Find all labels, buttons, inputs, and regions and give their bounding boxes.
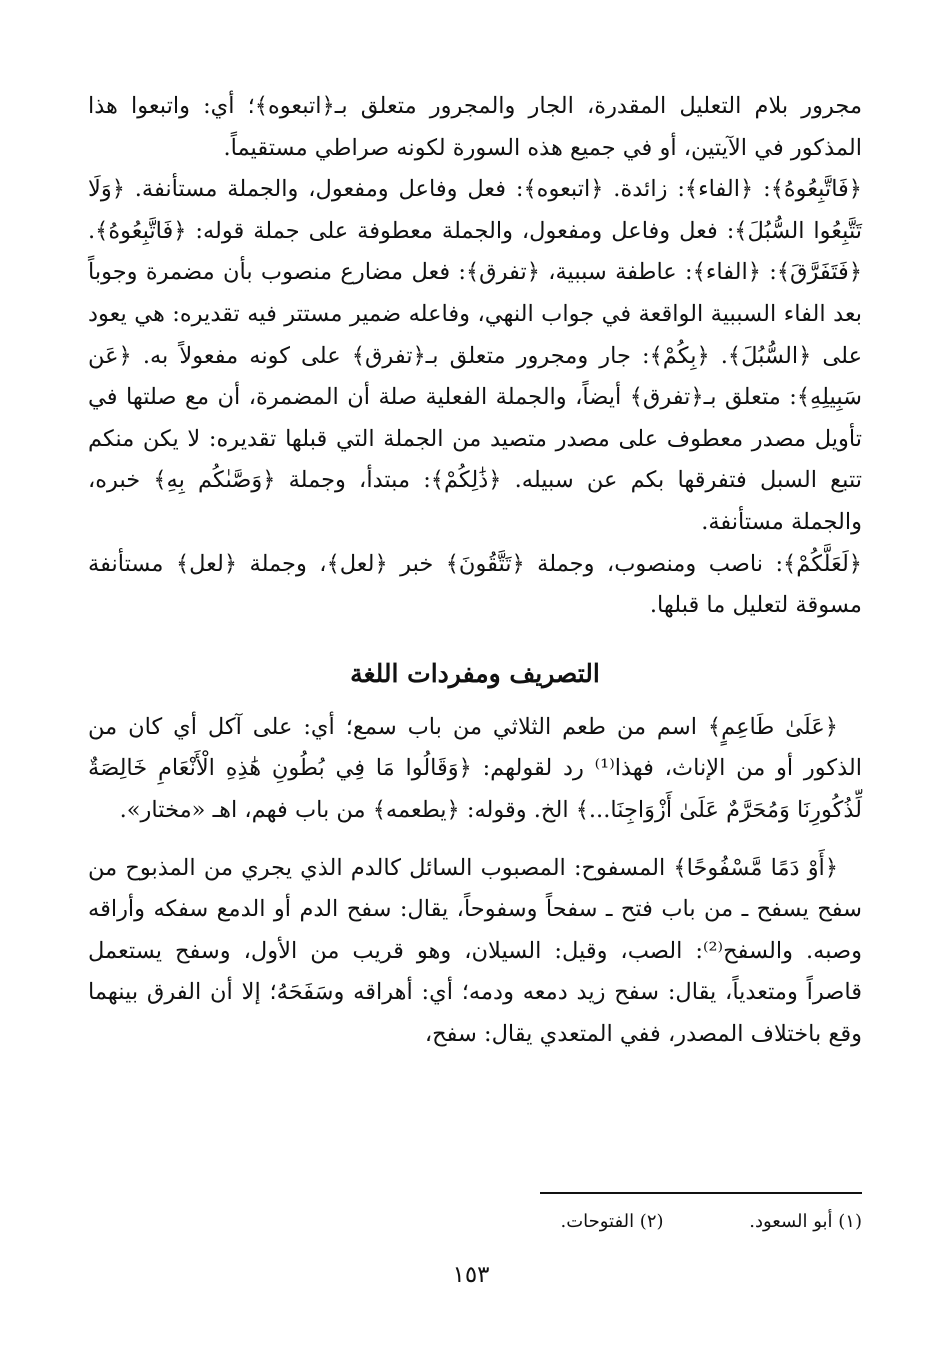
footnote-2: (٢) الفتوحات. xyxy=(560,1211,664,1232)
paragraph: ﴿فَاتَّبِعُوهُ﴾: ﴿الفاء﴾: زائدة. ﴿اتبعوه﴾: فعل وفاعل ومفعول، والجملة مستأنفة. ﴿وَلَا تَتَّبِعُوا السُّبُلَ﴾: فعل وفاعل ومفعول، والجملة معطوفة على جملة قوله: ﴿فَاتَّبِعُوهُ﴾. ﴿فَتَفَرَّقَ﴾: ﴿الفاء﴾: عاطفة سببية، ﴿تفرق﴾: فعل مضارع منصوب بأن مضمرة وجوباً بعد الفاء السببية الواقعة في جواب النهي، وفاعله ضمير مستتر فيه تقديره: هي يعود على ﴿السُّبُلَ﴾. ﴿بِكُمْ﴾: جار ومجرور متعلق بـ﴿تفرق﴾ على كونه مفعولاً به. ﴿عَن سَبِيلِهِ﴾: متعلق بـ﴿تفرق﴾ أيضاً، والجملة الفعلية صلة أن المضمرة، أن مع صلتها في تأويل مصدر معطوف على مصدر متصيد من الجملة التي قبلها تقديره: لا يكن منكم تتبع السبل فتفرقها بكم عن سبيله. ﴿ذَٰلِكُمْ﴾: مبتدأ، وجملة ﴿وَصَّىٰكُم بِهِ﴾ خبره، والجملة مستأنفة. xyxy=(88,176,862,535)
footnote-divider xyxy=(540,1192,862,1194)
paragraph: ﴿لَعَلَّكُمْ﴾: ناصب ومنصوب، وجملة ﴿تَتَّقُونَ﴾ خبر ﴿لعل﴾، وجملة ﴿لعل﴾ مستأنفة مسوقة لتعليل ما قبلها. xyxy=(88,550,862,619)
paragraph: ﴿أَوْ دَمًا مَّسْفُوحًا﴾ المسفوح: المصبوب السائل كالدم الذي يجري من المذبوح من سفح يسفح ـ من باب فتح ـ سفحاً وسفوحاً، يقال: سفح الدم أو الدمع سفكه وأراقه وصبه. والسفح⁽²⁾: الصب، وقيل: السيلان، وهو قريب من الأول، وسفح يستعمل قاصراً ومتعدياً، يقال: سفح زيد دمعه ودمه؛ أي: أهراقه وسَفَحَهُ؛ إلا أن الفرق بينهما وقع باختلاف المصدر، ففي المتعدي يقال: سفح، xyxy=(88,854,862,1047)
page-number: ١٥٣ xyxy=(452,1262,490,1288)
footnote-1: (١) أبو السعود. xyxy=(749,1211,862,1232)
paragraph-gap xyxy=(88,832,862,848)
main-text xyxy=(88,86,862,1055)
paragraph: ﴿عَلَىٰ طَاعِمٍ﴾ اسم من طعم الثلاثي من باب سمع؛ أي: على آكل أي كان من الذكور أو من الإناث، فهذا⁽¹⁾ رد لقولهم: ﴿وَقَالُوا مَا فِي بُطُونِ هَٰذِهِ الْأَنْعَامِ خَالِصَةٌ لِّذُكُورِنَا وَمُحَرَّمٌ عَلَىٰ أَزْوَاجِنَا...﴾ الخ. وقوله: ﴿يطعمه﴾ من باب فهم، اهـ «مختار». xyxy=(88,713,862,823)
footnotes xyxy=(302,1208,862,1236)
section-heading: التصريف ومفردات اللغة xyxy=(350,658,600,688)
paragraph: مجرور بلام التعليل المقدرة، الجار والمجرور متعلق بـ﴿اتبعوه﴾؛ أي: واتبعوا هذا المذكور في الآيتين، أو في جميع هذه السورة لكونه صراطي مستقيماً. xyxy=(88,93,862,161)
